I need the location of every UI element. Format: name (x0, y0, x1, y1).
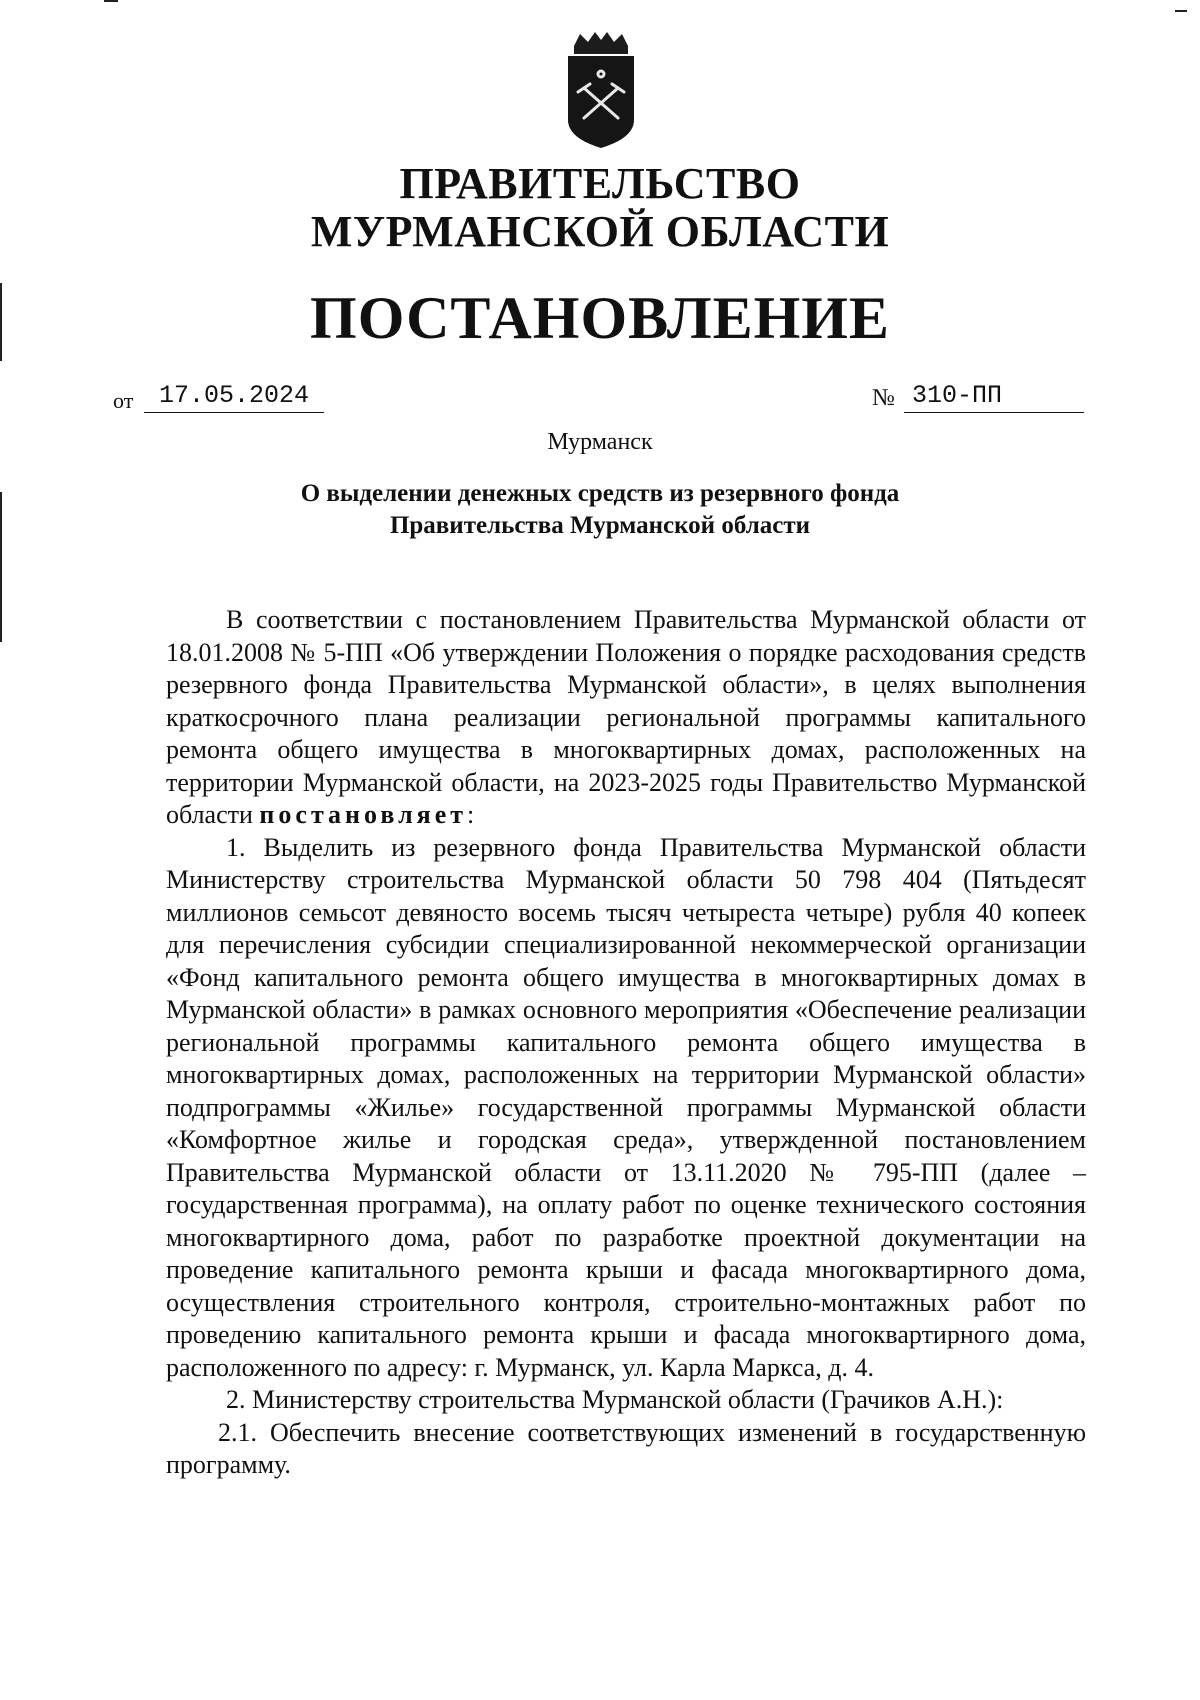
scan-edge-mark (0, 283, 2, 361)
date-prefix: от (113, 388, 134, 413)
number-sign: № (872, 385, 895, 411)
document-body (166, 604, 1086, 1482)
government-title-line1: ПРАВИТЕЛЬСТВО (399, 159, 801, 208)
coat-of-arms-icon (560, 32, 642, 150)
scan-corner-mark (1175, 10, 1187, 12)
decree-colon: : (467, 800, 475, 829)
preamble-text: В соответствии с постановлением Правительства Мурманской области от 18.01.2008 № 5-ПП «Об утверждении Положения о порядке расходования средств резервного фонда Правительства Мурманской области», в целях выполнения краткосрочного плана реализации региональной программы капитального ремонта общего имущества в многоквартирных домах, расположенных на территории Мурманской области, на 2023-2025 годы Правительство Мурманской области (166, 605, 1086, 829)
item-1-paragraph: 1. Выделить из резервного фонда Правительства Мурманской области Министерству строительства Мурманской области 50 798 404 (Пятьдесят миллионов семьсот девяносто восемь тысяч четыреста четыре) рубля 40 копеек для перечисления субсидии специализированной некоммерческой организации «Фонд капитального ремонта общего имущества в многоквартирных домах в Мурманской области» в рамках основного мероприятия «Обеспечение реализации региональной программы капитального ремонта общего имущества в многоквартирных домах, расположенных на территории Мурманской области» подпрограммы «Жилье» государственной программы Мурманской области «Комфортное жилье и городская среда», утвержденной постановлением Правительства Мурманской области от 13.11.2020 № 795-ПП (далее – государственная программа), на оплату работ по оценке технического состояния многоквартирного дома, работ по разработке проектной документации на проведение капитального ремонта крыши и фасада многоквартирного дома, осуществления строительного контроля, строительно-монтажных работ по проведению капитального ремонта крыши и фасада многоквартирного дома, расположенного по адресу: г. Мурманск, ул. Карла Маркса, д. 4. (166, 832, 1086, 1382)
item-2-1-paragraph: 2.1. Обеспечить внесение соответствующих изменений в государственную программу. (166, 1417, 1086, 1479)
city-name: Мурманск (547, 429, 653, 455)
item-2-paragraph: 2. Министерству строительства Мурманской области (Грачиков А.Н.): (226, 1385, 1004, 1414)
subject-line1: О выделении денежных средств из резервного фонда (300, 480, 900, 507)
government-title-line2: МУРМАНСКОЙ ОБЛАСТИ (310, 207, 890, 256)
scan-corner-mark (104, 0, 118, 2)
scan-edge-mark (0, 492, 2, 642)
preamble-paragraph (166, 604, 1086, 832)
date-number-row (0, 380, 1200, 420)
decree-word: постановляет (259, 800, 468, 829)
document-type-title: ПОСТАНОВЛЕНИЕ (310, 285, 890, 351)
document-date: 17.05.2024 (144, 380, 324, 413)
document-number: 310-ПП (904, 380, 1084, 413)
subject-line2: Правительства Мурманской области (389, 512, 811, 539)
